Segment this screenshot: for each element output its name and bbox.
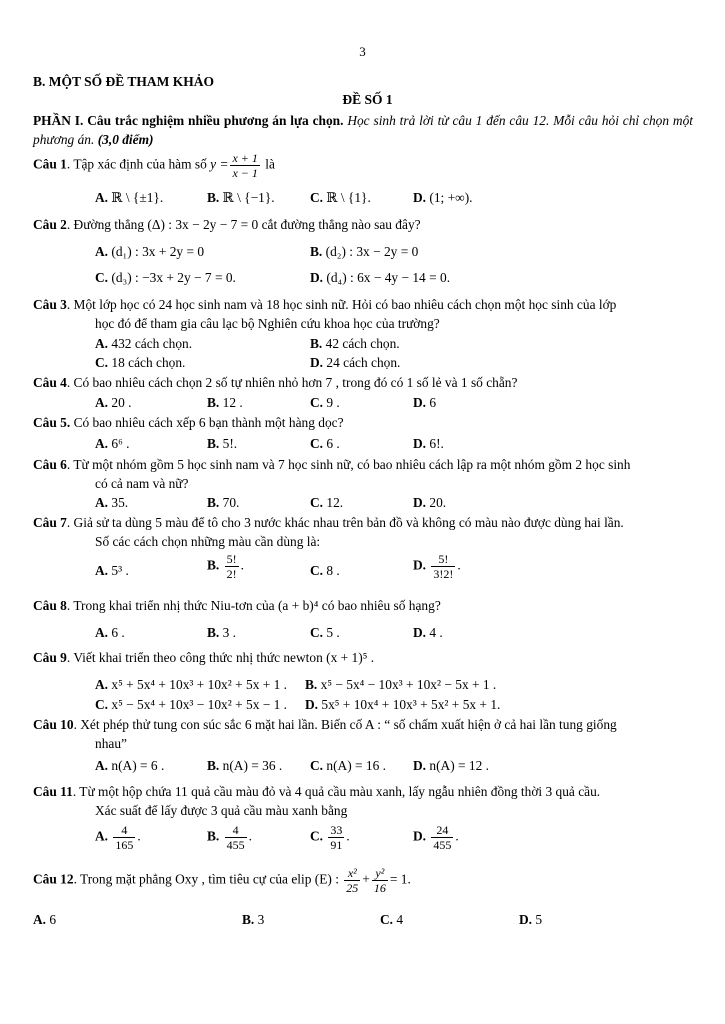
option-b[interactable]: B. 3 . bbox=[207, 625, 237, 640]
question-7-cont: Số các cách chọn những màu cần dùng là: bbox=[95, 534, 321, 549]
option-a[interactable]: A. 35. bbox=[95, 495, 129, 510]
function-fraction: $\frac{x + 1}{x - 1}$ bbox=[232, 151, 258, 180]
option-d[interactable]: D. 20. bbox=[413, 495, 447, 510]
question-11: Câu 11. Từ một hộp chứa 11 quả cầu màu đỏ và 4 quả cầu màu xanh, lấy ngẫu nhiên đồng thời 3 quả cầu. bbox=[33, 784, 601, 799]
option-c[interactable]: C. 6 . bbox=[310, 436, 340, 451]
option-d[interactable]: D. 6!. bbox=[413, 436, 444, 451]
option-a[interactable]: A. 6⁶ . bbox=[95, 436, 130, 451]
option-b[interactable]: B. ℝ \ {−1}. bbox=[207, 190, 275, 205]
option-c[interactable]: C. 12. bbox=[310, 495, 344, 510]
option-c[interactable]: C. 8 . bbox=[310, 563, 340, 578]
question-stem: . Tập xác định của hàm số bbox=[66, 156, 211, 172]
question-8: Câu 8. Trong khai triển nhị thức Niu-tơn của (a + b)⁴ có bao nhiêu số hạng? bbox=[33, 598, 441, 613]
option-b[interactable]: B. x⁵ − 5x⁴ − 10x³ + 10x² − 5x + 1 . bbox=[305, 677, 497, 692]
question-6: Câu 6. Từ một nhóm gồm 5 học sinh nam và 7 học sinh nữ, có bao nhiêu cách lập ra một nhóm gồm 2 học sinh bbox=[33, 457, 631, 472]
option-d[interactable]: D. (1; +∞). bbox=[413, 190, 473, 205]
function-lhs: y = bbox=[210, 156, 229, 172]
question-7: Câu 7. Giả sử ta dùng 5 màu để tô cho 3 nước khác nhau trên bản đồ và không có màu nào được dùng hai lần. bbox=[33, 515, 624, 530]
option-d[interactable]: D. $\frac{5!}{3!2!}$ . bbox=[413, 552, 461, 581]
option-c[interactable]: C. 18 cách chọn. bbox=[95, 355, 186, 370]
question-5: Câu 5. Có bao nhiêu cách xếp 6 bạn thành một hàng dọc? bbox=[33, 415, 344, 430]
question-9: Câu 9. Viết khai triển theo công thức nhị thức newton (x + 1)⁵ . bbox=[33, 650, 375, 665]
question-3-cont: học đó để tham gia câu lạc bộ Nghiên cứu khoa học của trường? bbox=[95, 316, 440, 331]
option-d[interactable]: D. 24 cách chọn. bbox=[310, 355, 401, 370]
option-b[interactable]: B. $\frac{5!}{2!}$ . bbox=[207, 552, 244, 581]
option-d[interactable]: D. 5x⁵ + 10x⁴ + 10x³ + 5x² + 5x + 1. bbox=[305, 697, 501, 712]
question-10-cont: nhau” bbox=[95, 736, 127, 751]
part-points: (3,0 điểm) bbox=[97, 132, 154, 147]
option-c[interactable]: C. x⁵ − 5x⁴ + 10x³ − 10x² + 5x − 1 . bbox=[95, 697, 288, 712]
question-4: Câu 4. Có bao nhiêu cách chọn 2 số tự nhiên nhỏ hơn 7 , trong đó có 1 số lẻ và 1 số chẵn? bbox=[33, 375, 518, 390]
option-d[interactable]: D. $\frac{24}{455}$ . bbox=[413, 823, 459, 852]
option-a[interactable]: A. (d₁) : 3x + 2y = 0 bbox=[95, 244, 205, 259]
page-number: 3 bbox=[359, 44, 366, 59]
option-c[interactable]: C. $\frac{33}{91}$ . bbox=[310, 823, 350, 852]
option-d[interactable]: D. 4 . bbox=[413, 625, 443, 640]
option-d[interactable]: D. 6 bbox=[413, 395, 437, 410]
option-b[interactable]: B. (d₂) : 3x − 2y = 0 bbox=[310, 244, 419, 259]
question-1 bbox=[33, 151, 693, 180]
option-c[interactable]: C. 9 . bbox=[310, 395, 340, 410]
option-a[interactable]: A. 20 . bbox=[95, 395, 132, 410]
question-2: Câu 2. Đường thẳng (Δ) : 3x − 2y − 7 = 0 cắt đường thẳng nào sau đây? bbox=[33, 217, 421, 232]
question-6-cont: có cả nam và nữ? bbox=[95, 476, 189, 491]
question-stem-end: là bbox=[261, 156, 275, 172]
option-a[interactable]: A. $\frac{4}{165}$ . bbox=[95, 823, 141, 852]
option-a[interactable]: A. 5³ . bbox=[95, 563, 129, 578]
question-3: Câu 3. Một lớp học có 24 học sinh nam và 18 học sinh nữ. Hỏi có bao nhiêu cách chọn một học sinh của lớp bbox=[33, 297, 617, 312]
exam-title: ĐỀ SỐ 1 bbox=[342, 92, 393, 107]
option-b[interactable]: B. 3 bbox=[242, 912, 265, 927]
option-a[interactable]: A. 432 cách chọn. bbox=[95, 336, 193, 351]
part-instruction: Học sinh trả lời từ câu 1 đến câu 12. Mỗi câu hỏi chỉ chọn một phương án. bbox=[33, 113, 693, 147]
option-a[interactable]: A. ℝ \ {±1}. bbox=[95, 190, 164, 205]
option-d[interactable]: D. 5 bbox=[519, 912, 543, 927]
option-d[interactable]: D. n(A) = 12 . bbox=[413, 758, 490, 773]
question-11-cont: Xác suất để lấy được 3 quả cầu màu xanh bằng bbox=[95, 803, 348, 818]
option-b[interactable]: B. 70. bbox=[207, 495, 240, 510]
part-title: PHẦN I. Câu trắc nghiệm nhiều phương án lựa chọn. bbox=[33, 113, 344, 128]
option-d[interactable]: D. (d₄) : 6x − 4y − 14 = 0. bbox=[310, 270, 451, 285]
option-c[interactable]: C. 5 . bbox=[310, 625, 340, 640]
question-12: Câu 12. Trong mặt phẳng Oxy , tìm tiêu cự của elip (E) : $\frac{\text{x²}}{25}$ + $\frac{\text{y²}}{16}$ = 1. bbox=[33, 866, 411, 895]
question-10: Câu 10. Xét phép thử tung con súc sắc 6 mặt hai lần. Biến cố A : “ số chấm xuất hiện ở cả hai lần tung giống bbox=[33, 717, 617, 732]
option-c[interactable]: C. 4 bbox=[380, 912, 404, 927]
option-b[interactable]: B. 42 cách chọn. bbox=[310, 336, 400, 351]
option-a[interactable]: A. n(A) = 6 . bbox=[95, 758, 165, 773]
part-heading bbox=[33, 111, 693, 149]
option-a[interactable]: A. 6 . bbox=[95, 625, 125, 640]
question-label: Câu 1 bbox=[33, 156, 67, 172]
option-c[interactable]: C. n(A) = 16 . bbox=[310, 758, 387, 773]
option-a[interactable]: A. x⁵ + 5x⁴ + 10x³ + 10x² + 5x + 1 . bbox=[95, 677, 288, 692]
section-heading: B. MỘT SỐ ĐỀ THAM KHẢO bbox=[33, 74, 215, 89]
option-b[interactable]: B. 12 . bbox=[207, 395, 243, 410]
option-b[interactable]: B. $\frac{4}{455}$ . bbox=[207, 823, 252, 852]
option-c[interactable]: C. ℝ \ {1}. bbox=[310, 190, 371, 205]
option-c[interactable]: C. (d₃) : −3x + 2y − 7 = 0. bbox=[95, 270, 236, 285]
option-b[interactable]: B. 5!. bbox=[207, 436, 238, 451]
option-b[interactable]: B. n(A) = 36 . bbox=[207, 758, 283, 773]
option-a[interactable]: A. 6 bbox=[33, 912, 57, 927]
